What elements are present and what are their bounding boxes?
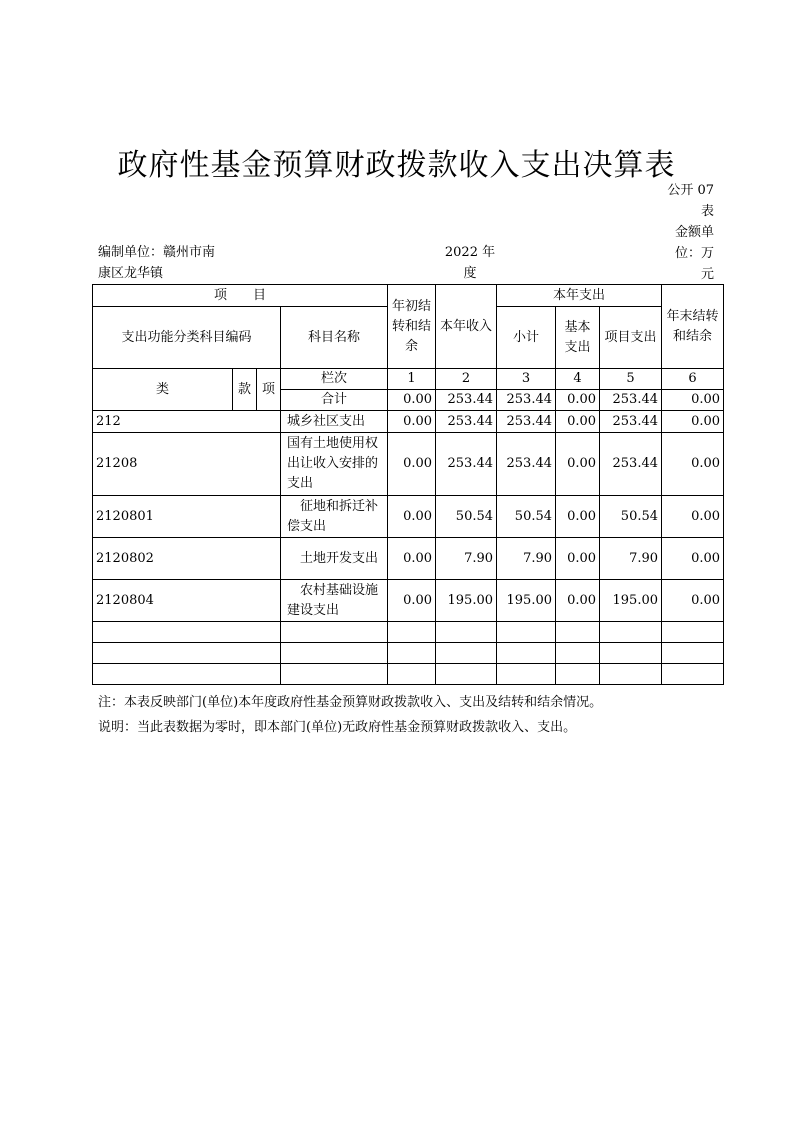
cell-value: 0.00 xyxy=(662,390,724,411)
table-row xyxy=(93,496,724,538)
cell-value: 253.44 xyxy=(497,411,556,433)
table-notes xyxy=(98,690,602,740)
cell-value: 253.44 xyxy=(600,411,662,433)
cell-value: 0.00 xyxy=(556,580,600,622)
cell-value: 0.00 xyxy=(388,411,436,433)
column-number: 5 xyxy=(600,369,662,390)
header-item: 项 目 xyxy=(93,285,388,307)
header-closing: 年末结转和结余 xyxy=(662,285,724,369)
cell-value: 0.00 xyxy=(662,580,724,622)
cell-value: 253.44 xyxy=(436,433,497,496)
header-subtotal: 小计 xyxy=(497,307,556,369)
row-name: 国有土地使用权出让收入安排的支出 xyxy=(281,433,388,496)
cell-value: 0.00 xyxy=(556,496,600,538)
cell-value: 50.54 xyxy=(600,496,662,538)
cell-value: 0.00 xyxy=(388,433,436,496)
column-number: 2 xyxy=(436,369,497,390)
cell-value: 7.90 xyxy=(600,538,662,580)
header-income: 本年收入 xyxy=(436,285,497,369)
table-row xyxy=(93,433,724,496)
reporting-unit: 编制单位：赣州市南 康区龙华镇 xyxy=(98,245,216,281)
cell-value: 7.90 xyxy=(497,538,556,580)
cell-value: 7.90 xyxy=(436,538,497,580)
cell-value: 50.54 xyxy=(436,496,497,538)
row-name: 农村基础设施建设支出 xyxy=(281,580,388,622)
row-name: 征地和拆迁补偿支出 xyxy=(281,496,388,538)
row-code: 212 xyxy=(93,411,281,433)
table-row xyxy=(93,411,724,433)
cell-value: 253.44 xyxy=(600,433,662,496)
cell-value: 0.00 xyxy=(662,538,724,580)
table-row xyxy=(93,538,724,580)
fiscal-year: 2022 年 度 xyxy=(444,245,496,281)
total-label: 合计 xyxy=(281,390,388,411)
cell-value: 0.00 xyxy=(388,390,436,411)
cell-value: 253.44 xyxy=(436,411,497,433)
header-code: 支出功能分类科目编码 xyxy=(93,307,281,369)
column-number: 6 xyxy=(662,369,724,390)
cell-value: 195.00 xyxy=(497,580,556,622)
cell-value: 0.00 xyxy=(556,411,600,433)
header-kuan: 款 xyxy=(233,369,257,411)
row-code: 21208 xyxy=(93,433,281,496)
row-code: 2120802 xyxy=(93,538,281,580)
row-code: 2120801 xyxy=(93,496,281,538)
column-number: 3 xyxy=(497,369,556,390)
page-title: 政府性基金预算财政拨款收入支出决算表 xyxy=(117,148,676,183)
final-accounts-table xyxy=(92,284,724,685)
header-lei: 类 xyxy=(93,369,233,411)
form-number: 公开 07 表 xyxy=(667,183,714,219)
cell-value: 0.00 xyxy=(662,411,724,433)
header-basic: 基本支出 xyxy=(556,307,600,369)
column-number: 4 xyxy=(556,369,600,390)
cell-value: 195.00 xyxy=(436,580,497,622)
empty-row xyxy=(93,643,724,664)
note-line: 注：本表反映部门(单位)本年度政府性基金预算财政拨款收入、支出及结转和结余情况。 xyxy=(98,695,603,710)
cell-value: 0.00 xyxy=(388,496,436,538)
cell-value: 0.00 xyxy=(388,580,436,622)
cell-value: 0.00 xyxy=(556,433,600,496)
cell-value: 253.44 xyxy=(600,390,662,411)
header-opening: 年初结转和结余 xyxy=(388,285,436,369)
header-project: 项目支出 xyxy=(600,307,662,369)
cell-value: 253.44 xyxy=(497,390,556,411)
cell-value: 50.54 xyxy=(497,496,556,538)
header-name: 科目名称 xyxy=(281,307,388,369)
cell-value: 0.00 xyxy=(662,496,724,538)
cell-value: 0.00 xyxy=(556,538,600,580)
cell-value: 0.00 xyxy=(556,390,600,411)
row-name: 土地开发支出 xyxy=(281,538,388,580)
cell-value: 0.00 xyxy=(662,433,724,496)
header-expense-group: 本年支出 xyxy=(497,285,662,307)
column-number: 1 xyxy=(388,369,436,390)
empty-row xyxy=(93,664,724,685)
amount-unit: 金额单 位：万 元 xyxy=(674,225,714,282)
header-xiang: 项 xyxy=(257,369,281,411)
cell-value: 195.00 xyxy=(600,580,662,622)
row-name: 城乡社区支出 xyxy=(281,411,388,433)
cell-value: 0.00 xyxy=(388,538,436,580)
column-label: 栏次 xyxy=(281,369,388,390)
cell-value: 253.44 xyxy=(436,390,497,411)
note-line: 说明：当此表数据为零时，即本部门(单位)无政府性基金预算财政拨款收入、支出。 xyxy=(98,720,577,735)
table-row xyxy=(93,580,724,622)
empty-row xyxy=(93,622,724,643)
cell-value: 253.44 xyxy=(497,433,556,496)
row-code: 2120804 xyxy=(93,580,281,622)
